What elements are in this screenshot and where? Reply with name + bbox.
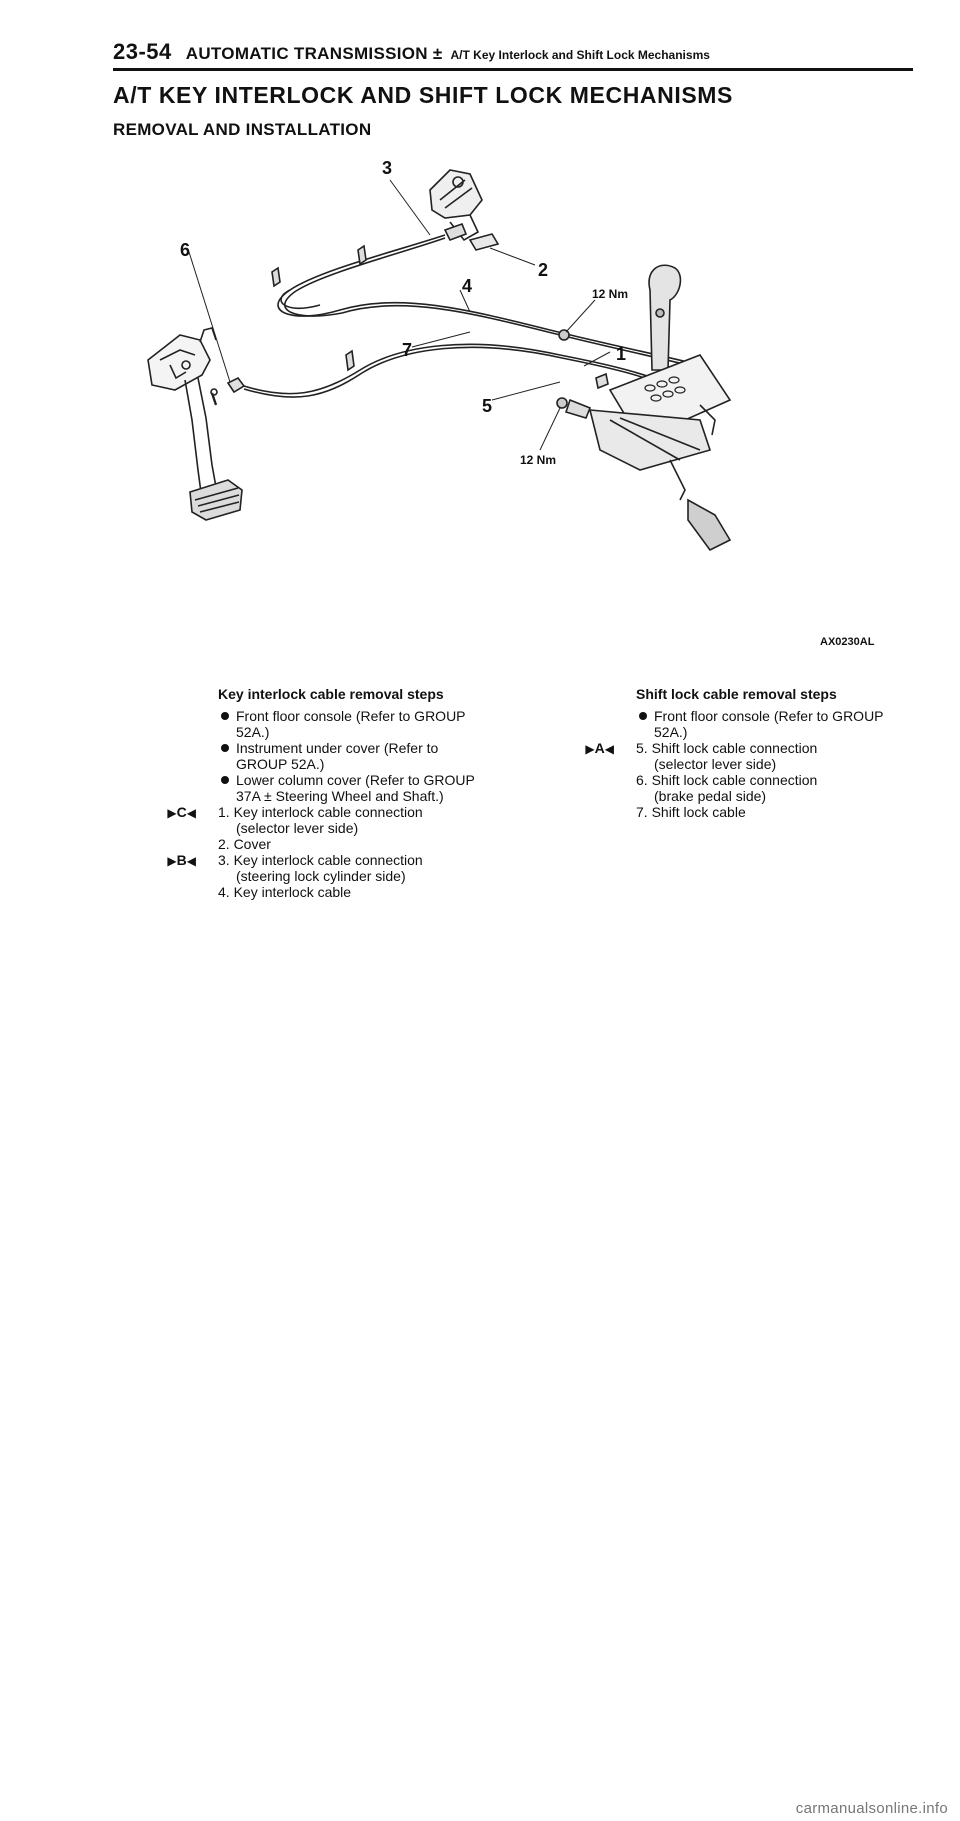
- list-item: [218, 836, 498, 852]
- leader-lines: [189, 180, 610, 450]
- bullet-icon: [639, 712, 647, 720]
- cover-drawing: [470, 234, 498, 250]
- step-text: 7. Shift lock cable: [636, 804, 746, 820]
- key-interlock-steps: [167, 686, 498, 900]
- callout-2: 2: [538, 260, 549, 280]
- list-item: [218, 708, 498, 740]
- callout-3: 3: [382, 160, 393, 178]
- torque-label-top: 12 Nm: [592, 287, 629, 301]
- procedure-marker-a: ▶A◀: [585, 740, 614, 756]
- step-text-cont: (selector lever side): [654, 756, 777, 772]
- nuts-drawing: [557, 330, 569, 408]
- cables-drawing: [244, 235, 700, 403]
- step-text: 2. Cover: [218, 836, 271, 852]
- step-text: Instrument under cover (Refer to: [236, 740, 439, 756]
- list-item: [218, 772, 498, 804]
- key-interlock-heading: Key interlock cable removal steps: [218, 686, 444, 702]
- step-text: Lower column cover (Refer to GROUP: [236, 772, 475, 788]
- exploded-view-figure: [140, 160, 900, 660]
- procedure-marker-b: ▶B◀: [167, 852, 196, 868]
- step-text: 1. Key interlock cable connection: [218, 804, 423, 820]
- selector-lever-drawing: [566, 265, 730, 550]
- step-text-cont: 52A.): [236, 724, 270, 740]
- step-text: Front floor console (Refer to GROUP: [654, 708, 884, 724]
- list-item: [585, 740, 916, 772]
- torque-label-bottom: 12 Nm: [520, 453, 557, 467]
- subsection-title: A/T Key Interlock and Shift Lock Mechanisms: [450, 48, 710, 62]
- callout-5: 5: [482, 396, 493, 416]
- step-text: 4. Key interlock cable: [218, 884, 352, 900]
- page-number: 23-54: [113, 39, 172, 64]
- step-text-cont: (steering lock cylinder side): [236, 868, 406, 884]
- cable-diagram-drawing: [140, 160, 900, 660]
- list-item: [218, 884, 498, 900]
- step-text-cont: 37A ± Steering Wheel and Shaft.): [236, 788, 444, 804]
- bullet-icon: [221, 744, 229, 752]
- step-text-cont: 52A.): [654, 724, 688, 740]
- cable-end-pedal-drawing: [211, 378, 244, 405]
- callout-6: 6: [180, 240, 191, 260]
- callout-4: 4: [462, 276, 473, 296]
- footer-watermark: carmanualsonline.info: [795, 1800, 948, 1817]
- step-text-cont: (brake pedal side): [654, 788, 767, 804]
- list-item: [167, 804, 498, 836]
- page-subtitle: REMOVAL AND INSTALLATION: [113, 120, 372, 139]
- step-text-cont: (selector lever side): [236, 820, 359, 836]
- step-text: 5. Shift lock cable connection: [636, 740, 818, 756]
- procedure-marker-c: ▶C◀: [167, 804, 196, 820]
- callout-7: 7: [402, 340, 413, 360]
- page-header: [113, 38, 913, 71]
- brake-pedal-drawing: [148, 328, 242, 520]
- step-text: 3. Key interlock cable connection: [218, 852, 423, 868]
- step-text: Front floor console (Refer to GROUP: [236, 708, 466, 724]
- bullet-icon: [221, 712, 229, 720]
- step-text-cont: GROUP 52A.): [236, 756, 325, 772]
- figure-id: AX0230AL: [820, 636, 875, 648]
- bullet-icon: [221, 776, 229, 784]
- page-title: A/T KEY INTERLOCK AND SHIFT LOCK MECHANISMS: [113, 82, 733, 108]
- section-title: AUTOMATIC TRANSMISSION ±: [185, 44, 443, 63]
- list-item: [636, 708, 916, 740]
- callout-1: 1: [616, 344, 627, 364]
- steering-lock-cylinder-drawing: [430, 170, 482, 240]
- list-item: [636, 772, 916, 804]
- shift-lock-steps: [585, 686, 916, 820]
- shift-lock-heading: Shift lock cable removal steps: [636, 686, 837, 702]
- list-item: [218, 740, 498, 772]
- list-item: [167, 852, 498, 884]
- list-item: [636, 804, 916, 820]
- step-text: 6. Shift lock cable connection: [636, 772, 818, 788]
